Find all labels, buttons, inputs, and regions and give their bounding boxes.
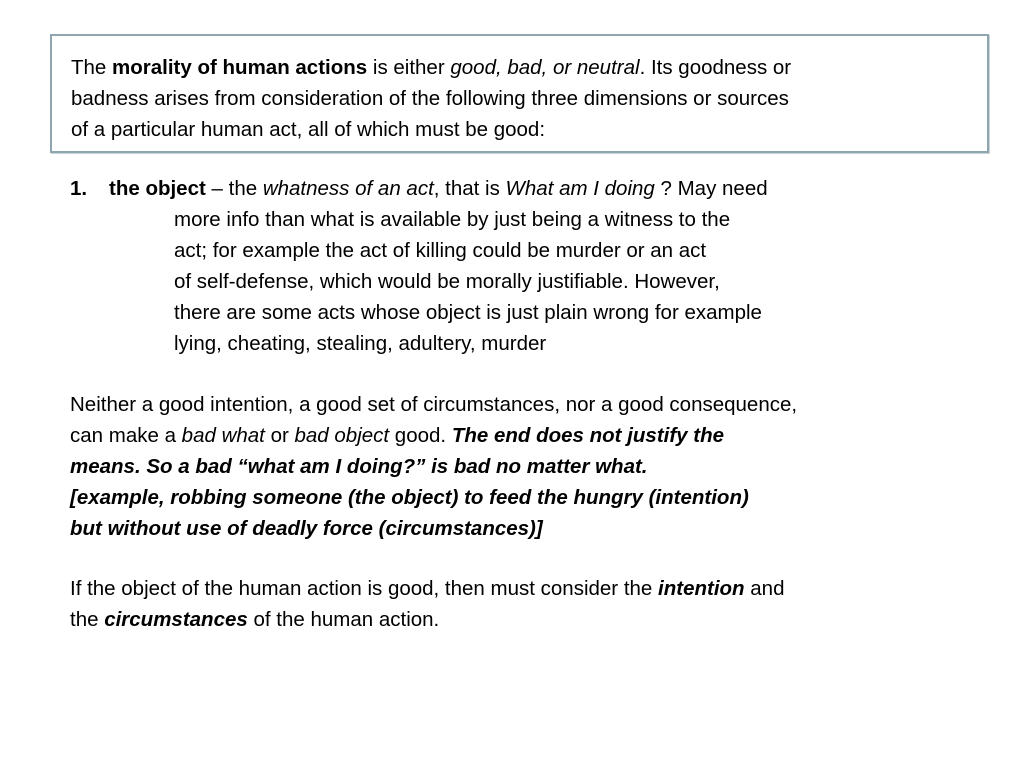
para2-text: or — [264, 424, 295, 447]
point-title: the object — [109, 177, 206, 200]
intro-emphasis-morality: morality of human actions — [112, 56, 368, 79]
point-line: there are some acts whose object is just plain wrong for example — [174, 301, 762, 324]
intro-line-3: of a particular human act, all of which must be good: — [71, 118, 546, 141]
point-emphasis-whatness: whatness of an act — [262, 177, 434, 200]
intro-emphasis-values: good, bad, or neutral — [450, 56, 640, 79]
para2-line-1: Neither a good intention, a good set of circumstances, nor a good consequence, — [70, 393, 798, 416]
point-line: of self-defense, which would be morally justifiable. However, — [174, 270, 720, 293]
point-text: – the — [205, 177, 263, 200]
point-line: more info than what is available by just being a witness to the — [174, 208, 731, 231]
para2-emphasis-bad-object: bad object — [294, 424, 390, 447]
para3-text: If the object of the human action is good, then must consider the — [70, 577, 659, 600]
intro-text: The — [71, 56, 113, 79]
para2-line-3: means. So a bad “what am I doing?” is bad no matter what. — [70, 455, 648, 478]
para3-emphasis-circumstances: circumstances — [104, 608, 248, 631]
point-emphasis-question: What am I doing — [505, 177, 655, 200]
point-text: , that is — [433, 177, 506, 200]
para3-text: of the human action. — [247, 608, 440, 631]
point-number: 1. — [70, 177, 88, 200]
point-line: act; for example the act of killing could be murder or an act — [174, 239, 707, 262]
paragraph-intention — [70, 573, 1010, 635]
para2-text: good. — [389, 424, 452, 447]
para2-line-4: [example, robbing someone (the object) to feed the hungry (intention) — [70, 486, 749, 509]
point-text: ? May need — [654, 177, 768, 200]
intro-line-2: badness arises from consideration of the following three dimensions or sources — [71, 87, 789, 110]
para2-text: can make a — [70, 424, 182, 447]
para2-line-5: but without use of deadly force (circumstances)] — [70, 517, 543, 540]
point-lead-line — [109, 173, 1000, 204]
intro-text: is either — [367, 56, 451, 79]
para3-emphasis-intention: intention — [658, 577, 745, 600]
intro-paragraph — [71, 52, 977, 145]
para2-emphasis-bad-what: bad what — [181, 424, 265, 447]
point-continuation — [174, 204, 1000, 359]
para3-text: and — [744, 577, 785, 600]
intro-box — [50, 34, 989, 153]
para2-emphasis-end: The end does not justify the — [451, 424, 725, 447]
point-line: lying, cheating, stealing, adultery, murder — [174, 332, 547, 355]
point-object — [70, 173, 1000, 359]
intro-text: . Its goodness or — [639, 56, 792, 79]
para3-text: the — [70, 608, 105, 631]
paragraph-end-means — [70, 389, 1010, 544]
